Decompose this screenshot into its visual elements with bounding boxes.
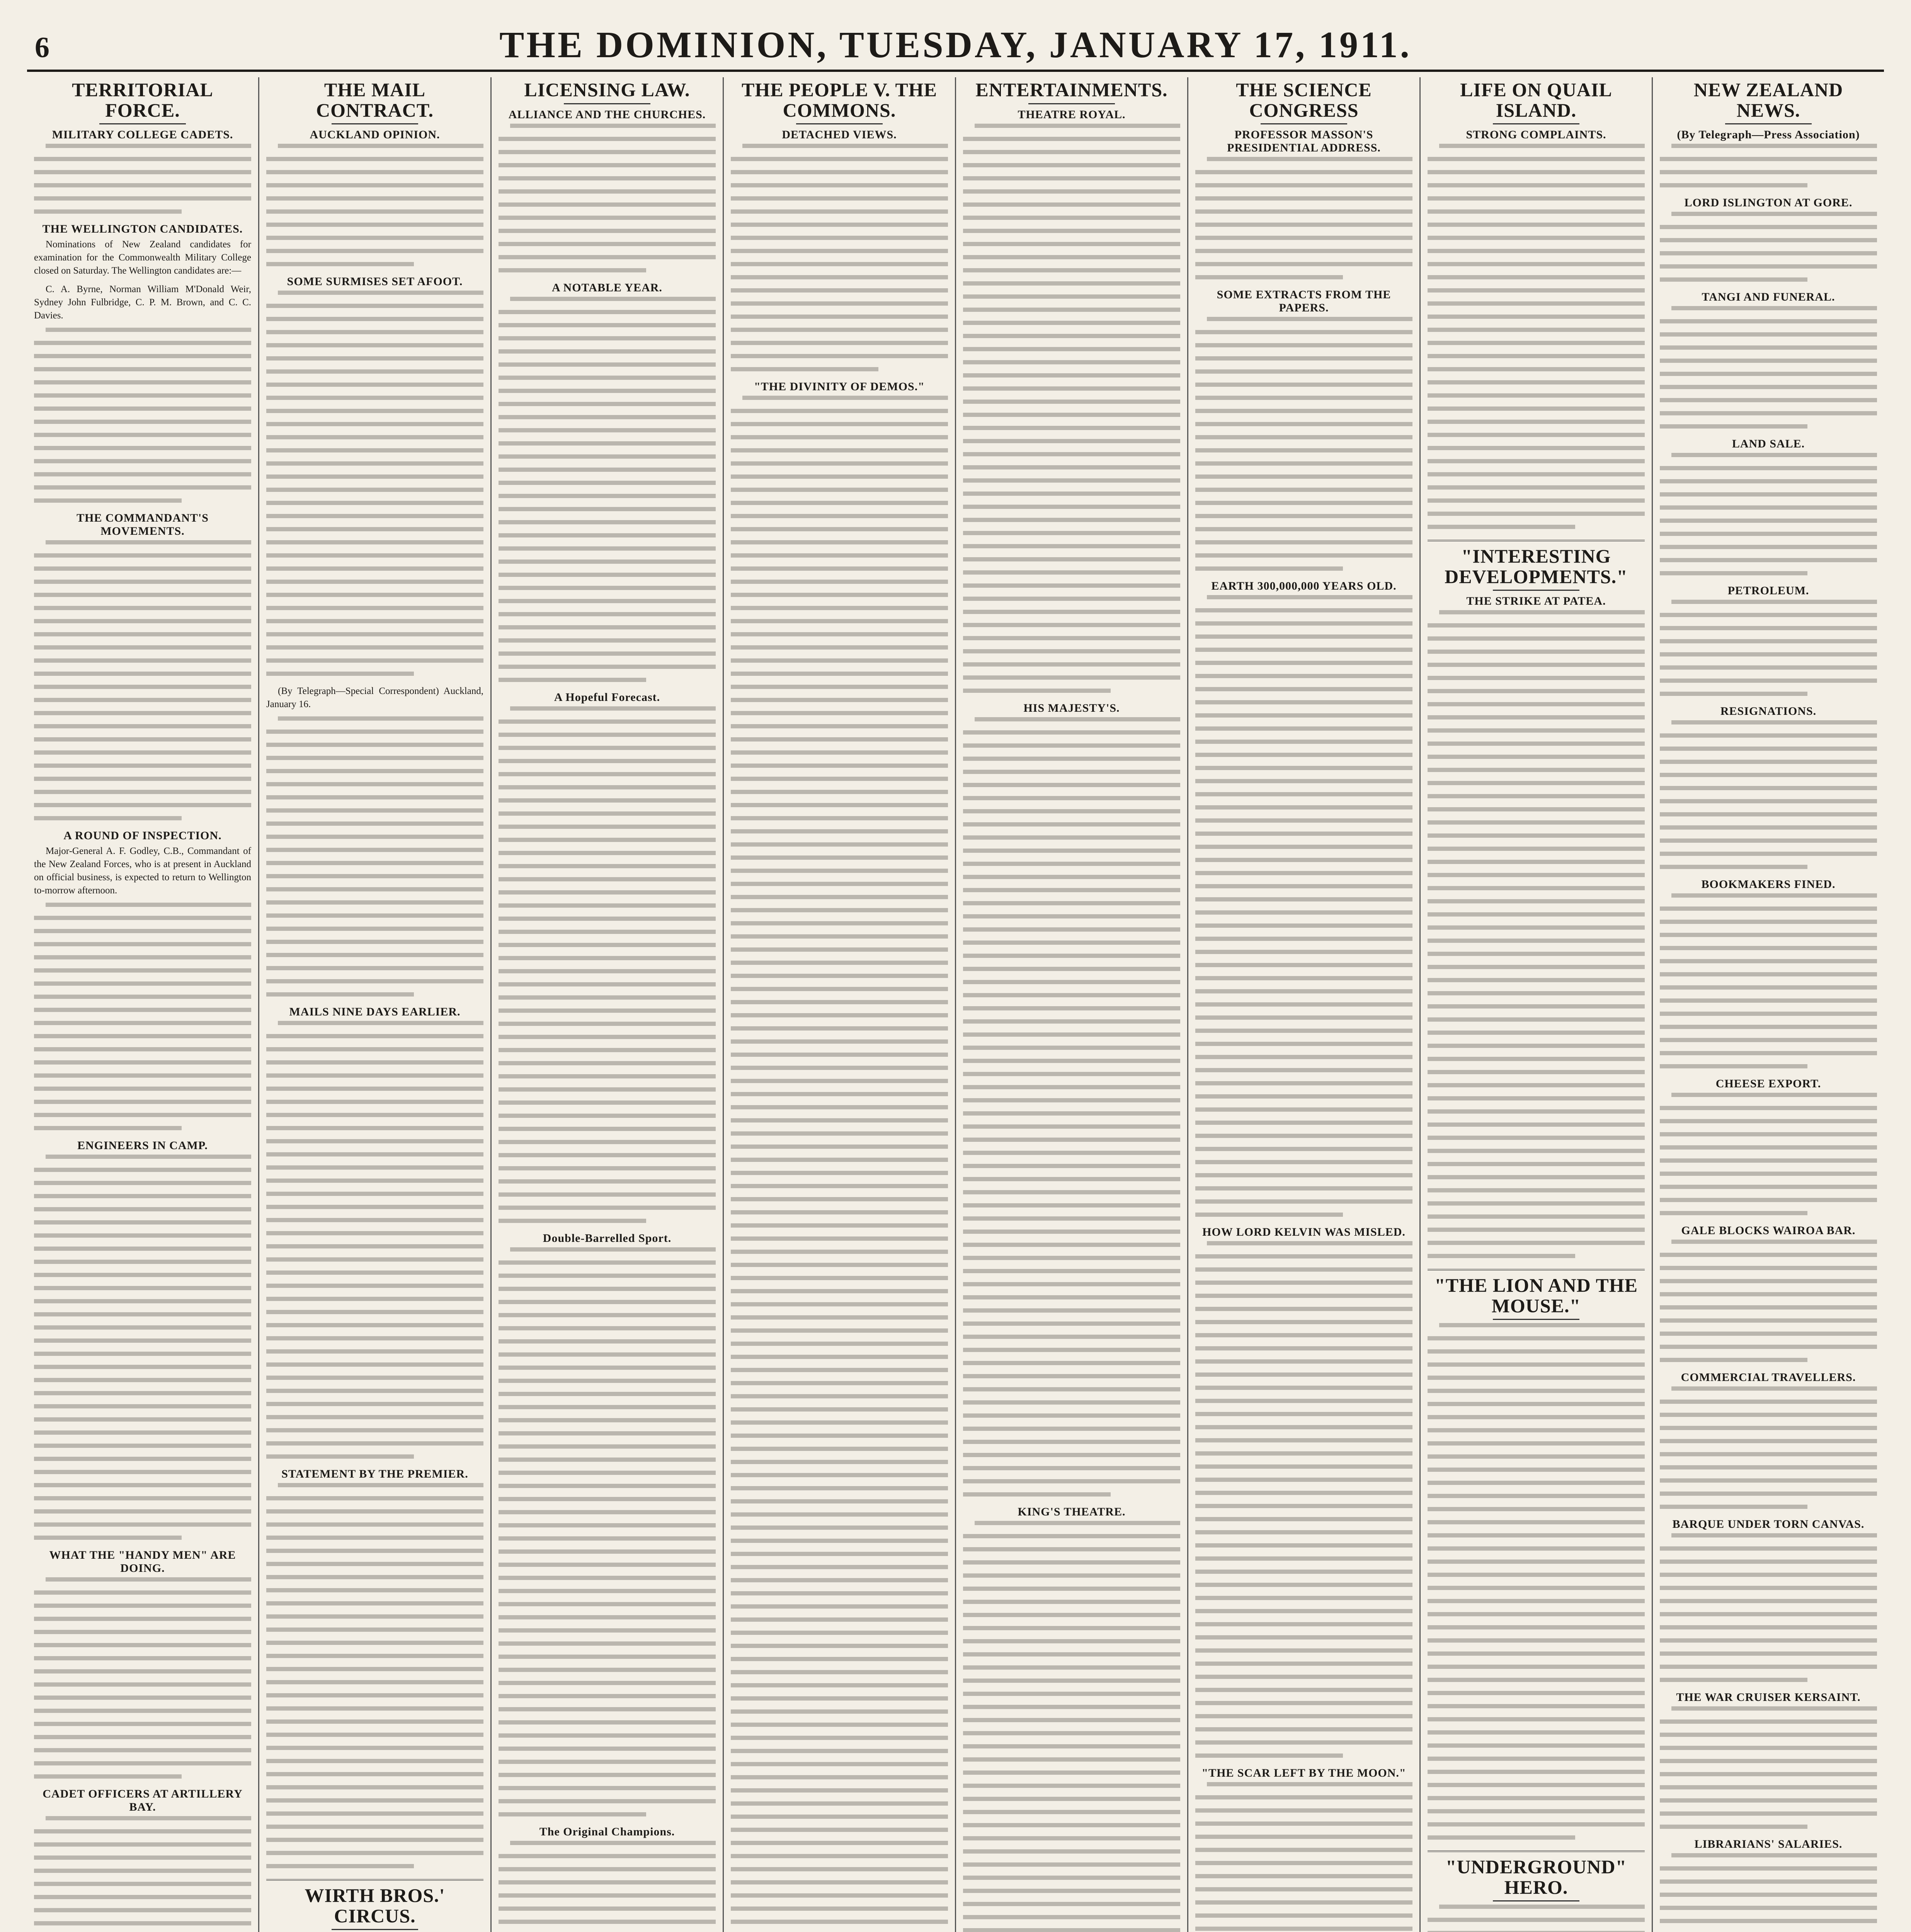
headline-rule — [1493, 1900, 1580, 1901]
section-subheading: RESIGNATIONS. — [1720, 705, 1817, 718]
article — [266, 1879, 483, 1932]
body-text-block — [34, 1577, 251, 1779]
article — [1428, 80, 1645, 529]
body-text-block — [266, 1483, 483, 1868]
body-text-block — [1195, 1782, 1412, 1932]
section-subheading: SOME SURMISES SET AFOOT. — [287, 275, 463, 288]
section-subheading: PROFESSOR MASSON'S PRESIDENTIAL ADDRESS. — [1227, 128, 1381, 154]
body-paragraph: Major-General A. F. Godley, C.B., Commandant of the New Zealand Forces, who is at present in Auckland on official business, is expected to return to Wellington to-morrow afternoon. — [34, 846, 251, 896]
column-3 — [492, 77, 724, 1932]
body-text-block — [499, 297, 716, 682]
masthead — [27, 23, 1884, 72]
body-text-block — [1428, 144, 1645, 529]
body-text-block — [1660, 1853, 1877, 1932]
body-text-block — [1428, 1905, 1645, 1932]
headline-rule — [1261, 123, 1348, 124]
section-subheading: STATEMENT BY THE PREMIER. — [281, 1468, 468, 1480]
section-subheading: THE COMMANDANT'S MOVEMENTS. — [77, 512, 209, 537]
body-text-block — [34, 1155, 251, 1540]
section-subheading: THEATRE ROYAL. — [1018, 108, 1126, 121]
body-text-block — [1660, 1386, 1877, 1509]
section-subheading: ENGINEERS IN CAMP. — [77, 1139, 208, 1152]
section-subheading: BARQUE UNDER TORN CANVAS. — [1672, 1518, 1865, 1531]
column-2 — [259, 77, 492, 1932]
section-subheading: THE STRIKE AT PATEA. — [1466, 595, 1606, 607]
body-text-block — [34, 540, 251, 820]
headline-rule — [99, 123, 186, 124]
section-subheading: TANGI AND FUNERAL. — [1702, 291, 1835, 303]
headline-rule — [1493, 1319, 1580, 1320]
body-text-block — [266, 291, 483, 676]
body-text-block — [963, 717, 1180, 1497]
body-text-block — [963, 1521, 1180, 1932]
article — [1428, 1850, 1645, 1932]
body-text-block — [1660, 453, 1877, 575]
section-subheading: PETROLEUM. — [1727, 584, 1809, 597]
article-headline: LIFE ON QUAIL ISLAND. — [1460, 79, 1612, 121]
section-subheading: HIS MAJESTY'S. — [1023, 701, 1120, 714]
column-8 — [1653, 77, 1884, 1932]
body-text-block — [1660, 1093, 1877, 1215]
body-text-block — [1660, 720, 1877, 869]
section-subheading: A ROUND OF INSPECTION. — [63, 829, 222, 842]
section-subheading: THE WAR CRUISER KERSAINT. — [1676, 1691, 1861, 1704]
body-paragraph: (By Telegraph—Special Correspondent) Auckland, January 16. — [266, 686, 483, 709]
article — [499, 80, 716, 1932]
section-subheading: MAILS NINE DAYS EARLIER. — [289, 1005, 461, 1018]
body-text-block — [1660, 144, 1877, 187]
article — [34, 80, 251, 1932]
body-text-block — [34, 903, 251, 1130]
section-subheading: CADET OFFICERS AT ARTILLERY BAY. — [43, 1787, 243, 1813]
body-text-block — [499, 706, 716, 1223]
section-subheading: The Original Champions. — [539, 1825, 675, 1838]
body-paragraph: C. A. Byrne, Norman William M'Donald Weir, Sydney John Fulbridge, C. P. M. Brown, and C. C. Davies. — [34, 284, 251, 321]
newspaper-title: THE DOMINION, TUESDAY, JANUARY 17, 1911. — [499, 24, 1412, 65]
body-text-block — [1195, 595, 1412, 1217]
headline-rule — [564, 103, 651, 104]
article-divider — [1428, 1269, 1645, 1270]
body-text-block — [499, 1247, 716, 1816]
section-subheading: Double-Barrelled Sport. — [543, 1231, 672, 1245]
section-subheading: GALE BLOCKS WAIROA BAR. — [1681, 1224, 1856, 1237]
section-subheading: COMMERCIAL TRAVELLERS. — [1681, 1371, 1856, 1384]
body-text-block — [1428, 610, 1645, 1258]
article — [266, 80, 483, 1868]
section-subheading: BOOKMAKERS FINED. — [1701, 878, 1836, 891]
section-subheading: "THE SCAR LEFT BY THE MOON." — [1201, 1767, 1406, 1779]
headline-rule — [332, 123, 419, 124]
section-subheading: "THE DIVINITY OF DEMOS." — [754, 380, 925, 393]
body-text-block — [1660, 600, 1877, 696]
body-text-block — [34, 144, 251, 214]
article-headline: ENTERTAINMENTS. — [975, 79, 1168, 100]
article-headline: NEW ZEALAND NEWS. — [1693, 79, 1843, 121]
headline-rule — [332, 1929, 419, 1930]
body-text-block — [1660, 306, 1877, 429]
body-text-block — [499, 1841, 716, 1932]
body-text-block — [499, 124, 716, 272]
columns-container — [27, 77, 1884, 1932]
article — [963, 80, 1180, 1932]
body-text-block — [1428, 1323, 1645, 1840]
section-subheading: HOW LORD KELVIN WAS MISLED. — [1202, 1226, 1406, 1238]
section-subheading: AUCKLAND OPINION. — [310, 128, 440, 141]
body-text-block — [1195, 1241, 1412, 1758]
section-subheading: MILITARY COLLEGE CADETS. — [52, 128, 233, 141]
section-subheading: DETACHED VIEWS. — [782, 128, 897, 141]
article-headline: THE PEOPLE V. THE COMMONS. — [741, 79, 938, 121]
headline-rule — [1725, 123, 1812, 124]
column-1 — [27, 77, 259, 1932]
headline-rule — [1028, 103, 1115, 104]
article — [1195, 80, 1412, 1932]
headline-rule — [1493, 590, 1580, 591]
section-subheading: THE WELLINGTON CANDIDATES. — [42, 223, 243, 235]
section-subheading: ALLIANCE AND THE CHURCHES. — [508, 108, 706, 121]
section-subheading: LAND SALE. — [1732, 437, 1805, 450]
body-text-block — [266, 1021, 483, 1459]
headline-rule — [796, 123, 883, 124]
article-headline: WIRTH BROS.' CIRCUS. — [305, 1884, 445, 1927]
section-subheading: (By Telegraph—Press Association) — [1677, 128, 1860, 141]
body-text-block — [34, 1816, 251, 1932]
section-subheading: A Hopeful Forecast. — [554, 690, 660, 704]
article-headline: THE MAIL CONTRACT. — [316, 79, 434, 121]
section-subheading: STRONG COMPLAINTS. — [1466, 128, 1606, 141]
body-text-block — [266, 716, 483, 997]
article — [731, 80, 948, 1932]
article-headline: THE SCIENCE CONGRESS — [1236, 79, 1372, 121]
section-subheading: WHAT THE "HANDY MEN" ARE DOING. — [49, 1549, 236, 1575]
body-paragraph: Nominations of New Zealand candidates for examination for the Commonwealth Military College closed on Saturday. The Wellington candidates are:— — [34, 239, 251, 276]
body-text-block — [1195, 317, 1412, 571]
body-text-block — [1660, 1240, 1877, 1362]
article-headline: "THE LION AND THE MOUSE." — [1435, 1274, 1638, 1316]
article-divider — [1428, 1850, 1645, 1852]
body-text-block — [34, 328, 251, 503]
body-text-block — [963, 124, 1180, 693]
column-4 — [724, 77, 956, 1932]
article — [1428, 540, 1645, 1258]
body-text-block — [266, 144, 483, 266]
column-7 — [1421, 77, 1653, 1932]
body-text-block — [1660, 1706, 1877, 1829]
article-headline: "INTERESTING DEVELOPMENTS." — [1445, 545, 1628, 587]
article-headline: LICENSING LAW. — [524, 79, 690, 100]
article-divider — [1428, 540, 1645, 541]
section-subheading: A NOTABLE YEAR. — [552, 281, 662, 294]
body-text-block — [1195, 157, 1412, 279]
body-text-block — [731, 144, 948, 371]
column-6 — [1188, 77, 1421, 1932]
body-text-block — [1660, 1533, 1877, 1682]
section-subheading: LORD ISLINGTON AT GORE. — [1684, 196, 1853, 209]
section-subheading: LIBRARIANS' SALARIES. — [1694, 1838, 1843, 1850]
section-subheading: EARTH 300,000,000 YEARS OLD. — [1211, 580, 1397, 592]
section-subheading: SOME EXTRACTS FROM THE PAPERS. — [1217, 288, 1391, 314]
section-subheading: KING'S THEATRE. — [1018, 1505, 1126, 1518]
article-headline: TERRITORIAL FORCE. — [72, 79, 213, 121]
body-text-block — [1660, 212, 1877, 282]
body-text-block — [731, 396, 948, 1932]
article — [1428, 1269, 1645, 1840]
page-number: 6 — [35, 31, 49, 64]
article-divider — [266, 1879, 483, 1881]
section-subheading: CHEESE EXPORT. — [1715, 1077, 1821, 1090]
headline-rule — [1493, 123, 1580, 124]
article — [1660, 80, 1877, 1932]
article-headline: "UNDERGROUND" HERO. — [1445, 1856, 1627, 1898]
body-text-block — [1660, 893, 1877, 1068]
column-5 — [956, 77, 1188, 1932]
